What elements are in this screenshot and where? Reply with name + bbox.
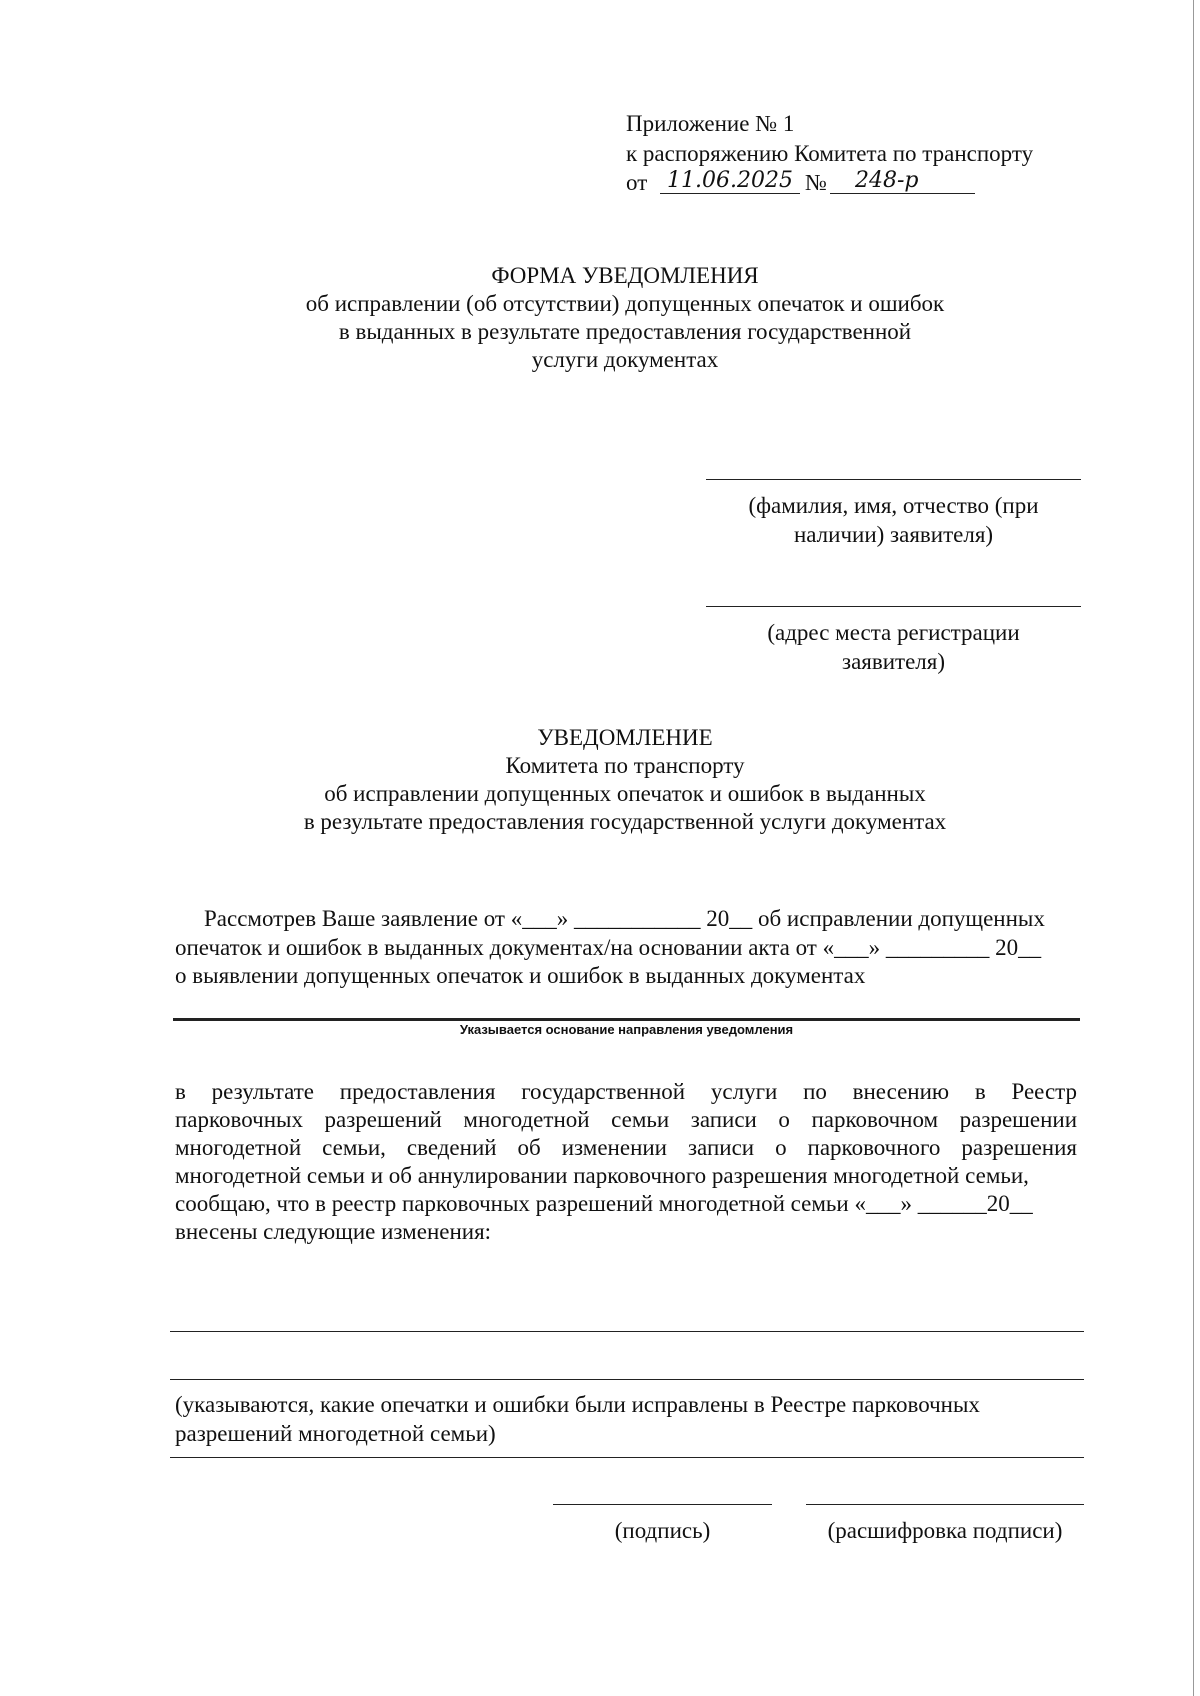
appendix-line-1: Приложение № 1 <box>626 111 795 136</box>
body-p1-line-3: о выявлении допущенных опечаток и ошибок в выданных документах <box>175 963 866 988</box>
body-p2-line-2: парковочных разрешений многодетной семьи записи о парковочном разрешении <box>175 1107 1077 1132</box>
body-p2-line-4: многодетной семьи и об аннулировании парковочного разрешения многодетной семьи, <box>175 1163 1029 1188</box>
form-title-line-2: в выданных в результате предоставления государственной <box>338 319 912 344</box>
changes-line-1 <box>170 1331 1084 1332</box>
body-p1-line-2: опечаток и ошибок в выданных документах/на основании акта от «___» _________ 20__ <box>175 935 1042 960</box>
form-title-line-3: услуги документах <box>531 347 719 372</box>
changes-line-3 <box>170 1457 1084 1458</box>
appendix-number: 248-р <box>830 168 975 194</box>
applicant-name-caption-1: (фамилия, имя, отчество (при <box>748 493 1039 518</box>
body-p2-line-6: внесены следующие изменения: <box>175 1219 492 1244</box>
body-p2-line-1: в результате предоставления государственной услуги по внесению в Реестр <box>175 1079 1077 1104</box>
page-edge <box>1193 0 1194 1696</box>
basis-caption: Указывается основание направления уведомления <box>459 1022 794 1037</box>
signature-decode-caption: (расшифровка подписи) <box>827 1518 1063 1543</box>
notice-title: УВЕДОМЛЕНИЕ <box>537 725 713 750</box>
applicant-name-line <box>706 479 1081 480</box>
changes-caption-1: (указываются, какие опечатки и ошибки были исправлены в Реестре парковочных <box>175 1392 980 1417</box>
form-title-line-1: об исправлении (об отсутствии) допущенных опечаток и ошибок <box>305 291 945 316</box>
appendix-line-2: к распоряжению Комитета по транспорту <box>626 141 1034 166</box>
appendix-date: 11.06.2025 <box>660 168 800 194</box>
appendix-number-label: № <box>805 170 827 195</box>
basis-line <box>173 1018 1080 1021</box>
body-p1-line-1: Рассмотрев Ваше заявление от «___» ___________ 20__ об исправлении допущенных <box>204 906 1045 931</box>
notice-line-2: об исправлении допущенных опечаток и ошибок в выданных <box>324 781 926 806</box>
applicant-name-caption-2: наличии) заявителя) <box>793 522 994 547</box>
changes-caption-2: разрешений многодетной семьи) <box>175 1421 496 1446</box>
signature-decode-line <box>806 1504 1084 1505</box>
notice-line-3: в результате предоставления государственной услуги документах <box>303 809 947 834</box>
applicant-address-line <box>706 606 1081 607</box>
applicant-address-caption-2: заявителя) <box>841 649 946 674</box>
changes-line-2 <box>170 1379 1084 1380</box>
body-p2-line-3: многодетной семьи, сведений об изменении записи о парковочного разрешения <box>175 1135 1077 1160</box>
appendix-from-label: от <box>626 170 648 195</box>
notice-line-1: Комитета по транспорту <box>505 753 745 778</box>
body-p2-line-5: сообщаю, что в реестр парковочных разрешений многодетной семьи «___» ______20__ <box>175 1191 1033 1216</box>
signature-line <box>553 1504 772 1505</box>
form-title: ФОРМА УВЕДОМЛЕНИЯ <box>491 263 759 288</box>
signature-caption: (подпись) <box>614 1518 711 1543</box>
applicant-address-caption-1: (адрес места регистрации <box>767 620 1020 645</box>
